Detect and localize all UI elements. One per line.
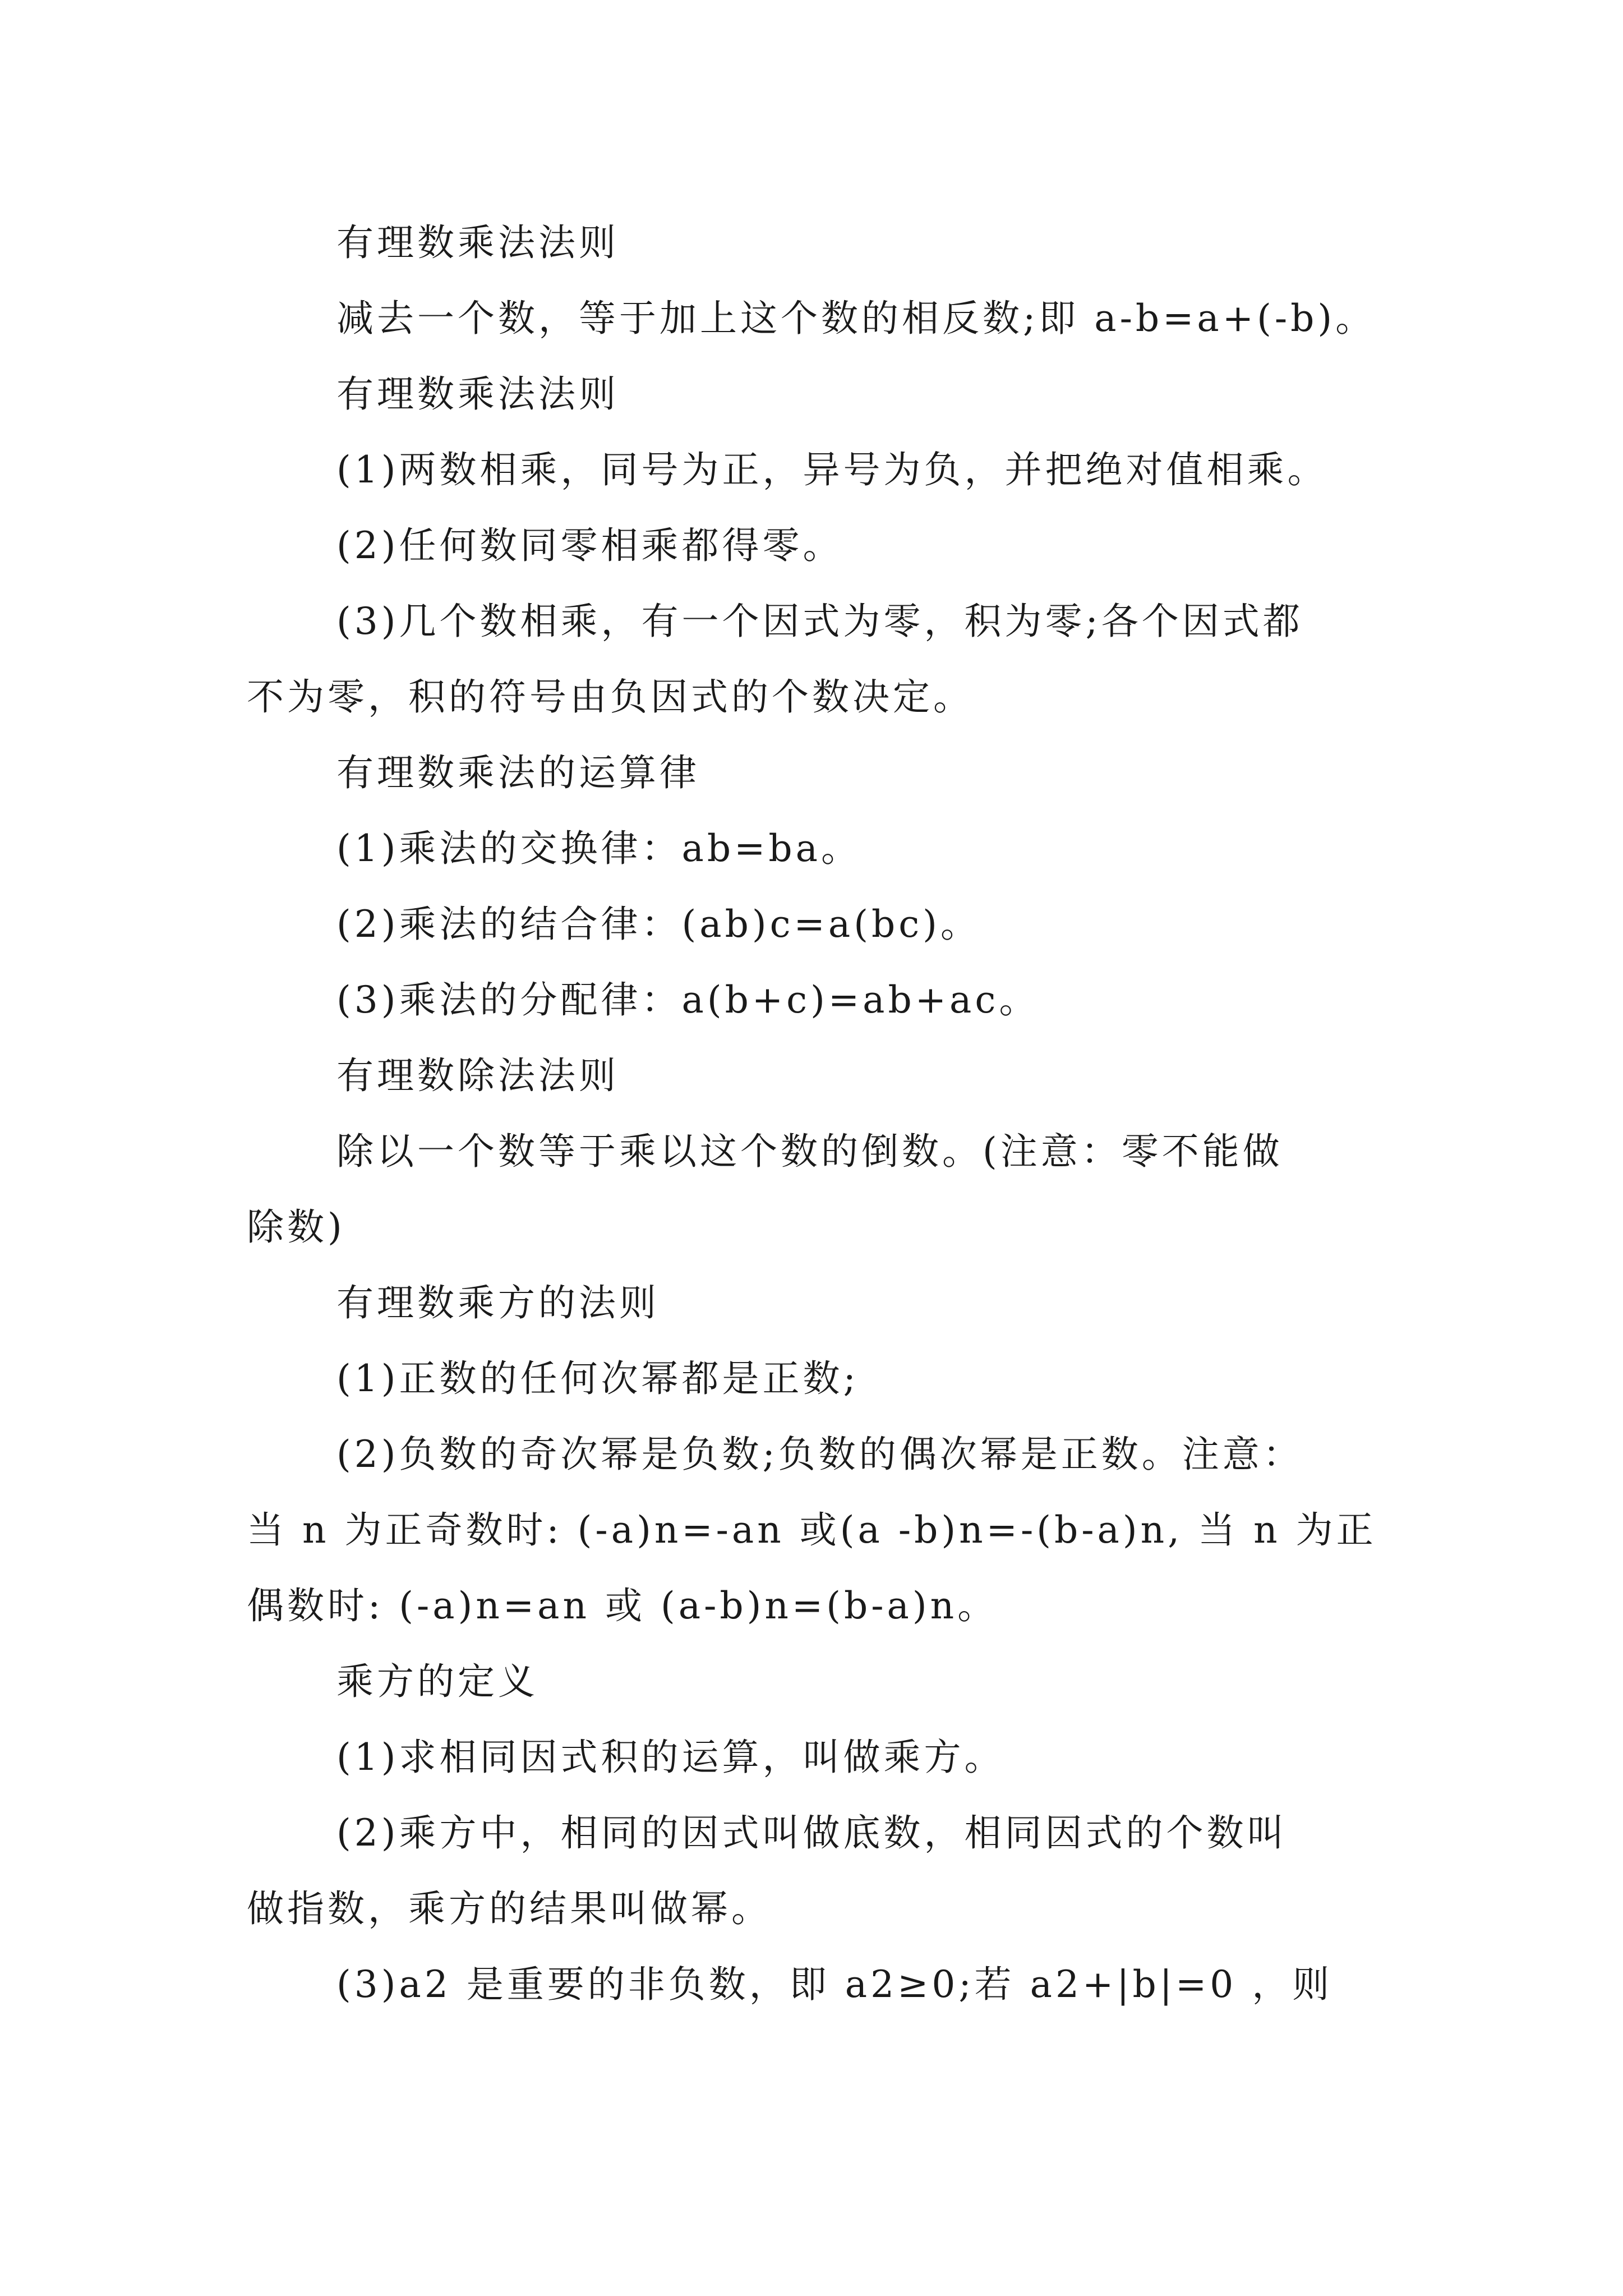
list-item-power-1: (1)正数的任何次幂都是正数; bbox=[336, 1357, 859, 1400]
heading-multiplication-rule: 有理数乘法法则 bbox=[336, 221, 619, 264]
heading-division-rule: 有理数除法法则 bbox=[336, 1054, 619, 1097]
list-item-distributive: (3)乘法的分配律：a(b+c)=ab+ac。 bbox=[336, 978, 1040, 1022]
paragraph-subtraction-rule: 减去一个数，等于加上这个数的相反数;即 a-b=a+(-b)。 bbox=[336, 297, 1376, 340]
list-item-multiplication-3-cont: 不为零，积的符号由负因式的个数决定。 bbox=[247, 675, 974, 719]
heading-multiplication-rule-2: 有理数乘法法则 bbox=[336, 372, 619, 416]
list-item-multiplication-2: (2)任何数同零相乘都得零。 bbox=[336, 524, 843, 567]
list-item-definition-2: (2)乘方中，相同的因式叫做底数，相同因式的个数叫 bbox=[336, 1811, 1288, 1855]
heading-power-definition: 乘方的定义 bbox=[336, 1660, 538, 1703]
list-item-associative: (2)乘法的结合律：(ab)c=a(bc)。 bbox=[336, 903, 981, 946]
list-item-commutative: (1)乘法的交换律：ab=ba。 bbox=[336, 827, 861, 870]
list-item-definition-3: (3)a2 是重要的非负数，即 a2≥0;若 a2+|b|=0 ，则 bbox=[336, 1963, 1333, 2006]
list-item-definition-1: (1)求相同因式积的运算，叫做乘方。 bbox=[336, 1736, 1005, 1779]
paragraph-division-rule-cont: 除数) bbox=[247, 1205, 345, 1249]
paragraph-division-rule: 除以一个数等于乘以这个数的倒数。(注意：零不能做 bbox=[336, 1130, 1283, 1173]
heading-power-rule: 有理数乘方的法则 bbox=[336, 1281, 660, 1324]
list-item-multiplication-1: (1)两数相乘，同号为正，异号为负，并把绝对值相乘。 bbox=[336, 448, 1328, 491]
list-item-power-2-cont-2: 偶数时: (-a)n=an 或 (a-b)n=(b-a)n。 bbox=[247, 1584, 998, 1627]
list-item-definition-2-cont: 做指数，乘方的结果叫做幂。 bbox=[247, 1887, 772, 1930]
list-item-power-2: (2)负数的奇次幂是负数;负数的偶次幂是正数。注意： bbox=[336, 1433, 1303, 1476]
heading-multiplication-laws: 有理数乘法的运算律 bbox=[336, 751, 700, 794]
list-item-power-2-cont-1: 当 n 为正奇数时: (-a)n=-an 或(a -b)n=-(b-a)n, 当 n 为正 bbox=[247, 1508, 1377, 1552]
list-item-multiplication-3: (3)几个数相乘，有一个因式为零，积为零;各个因式都 bbox=[336, 600, 1303, 643]
